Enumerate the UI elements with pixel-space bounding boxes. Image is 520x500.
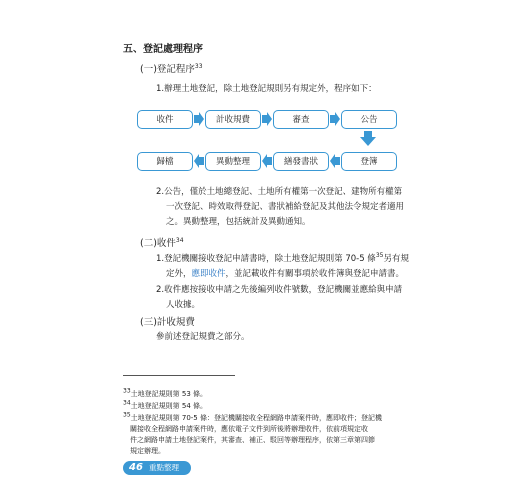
sub2-item-2-line-2: 人收據。 — [166, 300, 201, 310]
arrow-left-2 — [262, 154, 272, 168]
flow-box-issue-cert: 繕發書狀 — [273, 152, 329, 171]
page-label: 重點整理 — [149, 463, 179, 472]
arrow-right-2 — [262, 112, 272, 126]
highlight-immediate-receipt: 應即收件 — [191, 269, 226, 279]
item-1-text: 1.辦理土地登記，除土地登記規則另有規定外，程序如下： — [156, 84, 377, 94]
flow-box-announce: 公告 — [341, 110, 397, 129]
footnote-text: 土地登記規則第 70-5 條：登記機關接收全程網路申請案件時，應即收件；登記機 — [130, 414, 382, 422]
footnote-35-line-1 — [123, 413, 423, 424]
footnote-ref-34: 34 — [175, 236, 184, 244]
flow-box-register-book: 登簿 — [341, 152, 397, 171]
flow-box-review: 審查 — [273, 110, 329, 129]
page-badge — [123, 461, 191, 475]
sub3-text: 參前述登記規費之部分。 — [156, 332, 250, 342]
arrow-left-1 — [330, 154, 340, 168]
text: 定外， — [166, 269, 192, 279]
footnote-33 — [123, 389, 207, 399]
sub2-item-2-line-1: 2.收件應按接收申請之先後編列收件號數，登記機關並應給與申請 — [156, 285, 403, 295]
flow-box-change-arrange: 異動整理 — [205, 152, 261, 171]
section-title: 五、登記處理程序 — [123, 44, 203, 55]
footnote-num: 33 — [123, 387, 131, 395]
flow-box-receipt: 收件 — [137, 110, 193, 129]
subsection-fee: (三)計收規費 — [140, 317, 195, 328]
footnote-num: 34 — [123, 399, 131, 407]
footnote-ref-33: 33 — [194, 62, 203, 70]
arrow-right-3 — [330, 112, 340, 126]
footnote-divider — [123, 375, 235, 376]
footnote-35-line-4: 規定辦理。 — [130, 447, 165, 455]
footnote-35 — [123, 413, 423, 457]
subsection-label: (二)收件 — [140, 238, 176, 249]
footnote-num: 35 — [123, 411, 131, 419]
item-2-line-1: 2.公告，僅於土地總登記、土地所有權第一次登記、建物所有權第 — [156, 187, 403, 197]
sub2-item-1-line-1 — [156, 253, 409, 265]
item-2-line-2: 一次登記、時效取得登記、書狀補給登記及其他法令規定者適用 — [166, 202, 405, 212]
footnote-35-line-2: 關接收全程網路申請案件時，應依電子文件到所後將辦理收件，依前項規定收 — [130, 425, 368, 433]
text: 另有規 — [383, 254, 409, 264]
page-number: 46 — [129, 462, 143, 473]
flow-arrows — [0, 0, 520, 200]
arrow-left-3 — [194, 154, 204, 168]
flow-box-fee: 計收規費 — [205, 110, 261, 129]
sub2-item-1-line-2 — [166, 268, 404, 280]
flow-box-archive: 歸檔 — [137, 152, 193, 171]
footnote-text: 土地登記規則第 53 條。 — [130, 390, 207, 398]
subsection-receipt — [140, 237, 184, 250]
arrow-down — [360, 131, 376, 146]
text: ，並記載收件有關事項於收件簿與登記申請書。 — [225, 269, 405, 279]
text: 1.登記機關接收登記申請書時，除土地登記規則第 70-5 條 — [156, 254, 376, 264]
footnote-text: 土地登記規則第 54 條。 — [130, 402, 207, 410]
arrow-right-1 — [194, 112, 204, 126]
footnote-34 — [123, 401, 207, 411]
footnote-35-line-3: 件之網路申請土地登記案件，其審查、補正、駁回等辦理程序，依第三章第四節 — [130, 436, 375, 444]
footnote-ref-35: 35 — [375, 252, 384, 260]
item-2-line-3: 之。異動整理，包括統計及異動通知。 — [166, 217, 311, 227]
subsection-label: (一)登記程序 — [140, 64, 195, 75]
